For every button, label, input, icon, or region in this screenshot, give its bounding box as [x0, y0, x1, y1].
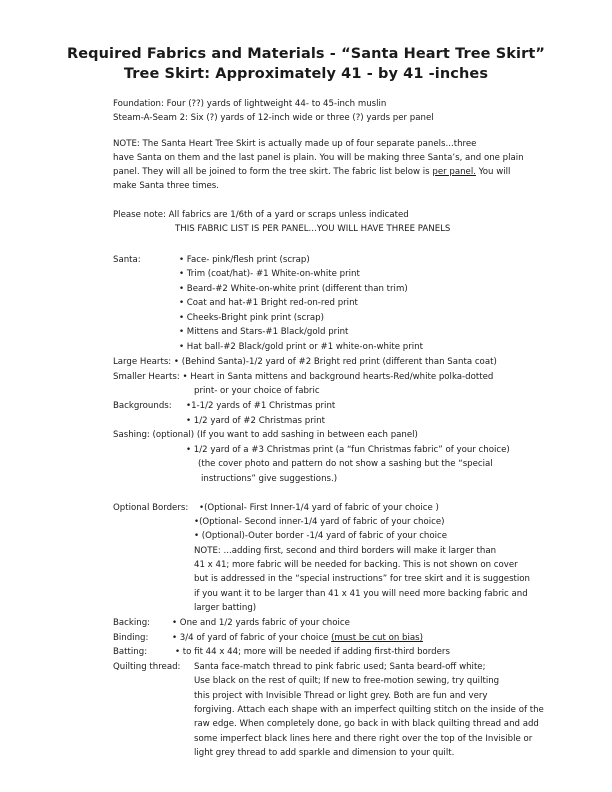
binding-value [172, 632, 423, 644]
binding-label: Binding: [113, 633, 149, 643]
please-note-line: Please note: All fabrics are 1/6th of a yard or scraps unless indicated [113, 210, 409, 220]
note-line: make Santa three times. [113, 181, 219, 191]
borders-item: • (Optional)-Outer border -1/4 yard of fabric of your choice [194, 531, 448, 541]
smaller-hearts-line: print- or your choice of fabric [194, 386, 320, 396]
note-line [113, 166, 510, 178]
per-panel-underlined: per panel. [432, 167, 476, 177]
backing-value: • One and 1/2 yards fabric of your choice [172, 618, 350, 628]
note-text: panel. They will all be joined to form the tree skirt. The fabric list below is [113, 167, 433, 177]
borders-label: Optional Borders: [113, 503, 189, 513]
backgrounds-item: • 1/2 yard of #2 Christmas print [186, 416, 325, 426]
batting-value: • to fit 44 x 44; more will be needed if adding first-third borders [175, 647, 450, 657]
santa-label: Santa: [113, 255, 141, 265]
santa-item: • Coat and hat-#1 Bright red-on-red print [179, 298, 358, 308]
quilting-label: Quilting thread: [113, 662, 181, 672]
quilting-line: light grey thread to add sparkle and dimension to your quilt. [194, 748, 455, 758]
backgrounds-item: •1-1/2 yards of #1 Christmas print [186, 401, 336, 411]
batting-label: Batting: [113, 647, 148, 657]
santa-item: • Cheeks-Bright pink print (scrap) [179, 313, 324, 323]
borders-note-line: NOTE: ...adding first, second and third borders will make it larger than [194, 546, 497, 556]
borders-note-line: larger batting) [194, 603, 257, 613]
quilting-line: this project with Invisible Thread or light grey. Both are fun and very [194, 691, 488, 701]
santa-item: • Hat ball-#2 Black/gold print or #1 white-on-white print [179, 342, 423, 352]
borders-note-line: 41 x 41; more fabric will be needed for backing. This is not shown on cover [194, 560, 518, 570]
note-line: have Santa on them and the last panel is plain. You will be making three Santa’s, and one plain [113, 153, 524, 163]
quilting-line: Use black on the rest of quilt; If new to free-motion sewing, try quilting [194, 676, 500, 686]
large-hearts-line: Large Hearts: • (Behind Santa)-1/2 yard of #2 Bright red print (different than Santa coat) [113, 357, 497, 367]
santa-item: • Beard-#2 White-on-white print (different than trim) [179, 284, 408, 294]
quilting-line: forgiving. Attach each shape with an imperfect quilting stitch on the inside of the [194, 705, 544, 715]
sashing-line: Sashing: (optional) (If you want to add sashing in between each panel) [113, 430, 418, 440]
backing-label: Backing: [113, 618, 151, 628]
borders-item: •(Optional- Second inner-1/4 yard of fabric of your choice) [194, 517, 445, 527]
sashing-line: • 1/2 yard of a #3 Christmas print (a “fun Christmas fabric” of your choice) [186, 445, 510, 455]
page-title: Required Fabrics and Materials - “Santa Heart Tree Skirt” [66, 46, 546, 62]
borders-note-line: if you want it to be larger than 41 x 41 you will need more backing fabric and [194, 589, 528, 599]
quilting-line: some imperfect black lines here and there right over the top of the Invisible or [194, 734, 533, 744]
page-subtitle: Tree Skirt: Approximately 41 - by 41 -inches [123, 66, 489, 82]
bias-underlined: (must be cut on bias) [331, 633, 423, 643]
santa-item: • Mittens and Stars-#1 Black/gold print [179, 327, 349, 337]
santa-item: • Face- pink/flesh print (scrap) [179, 255, 310, 265]
note-text: You will [475, 167, 511, 177]
steam-a-seam-line: Steam-A-Seam 2: Six (?) yards of 12-inch wide or three (?) yards per panel [113, 113, 434, 123]
santa-item: • Trim (coat/hat)- #1 White-on-white print [179, 269, 360, 279]
per-panel-notice: THIS FABRIC LIST IS PER PANEL...YOU WILL HAVE THREE PANELS [175, 224, 451, 234]
sashing-line: (the cover photo and pattern do not show a sashing but the “special [198, 459, 493, 469]
backgrounds-label: Backgrounds: [113, 401, 172, 411]
foundation-line: Foundation: Four (??) yards of lightweight 44- to 45-inch muslin [113, 99, 387, 109]
borders-note-line: but is addressed in the “special instructions” for tree skirt and it is suggestion [194, 574, 531, 584]
quilting-line: Santa face-match thread to pink fabric used; Santa beard-off white; [194, 662, 486, 672]
quilting-line: raw edge. When completely done, go back in with black quilting thread and add [194, 719, 539, 729]
sashing-line: instructions” give suggestions.) [201, 474, 338, 484]
borders-item: •(Optional- First Inner-1/4 yard of fabric of your choice ) [199, 503, 439, 513]
note-line: NOTE: The Santa Heart Tree Skirt is actually made up of four separate panels...three [113, 139, 477, 149]
binding-text: • 3/4 of yard of fabric of your choice [172, 633, 332, 643]
smaller-hearts-line: Smaller Hearts: • Heart in Santa mittens and background hearts-Red/white polka-dotted [113, 372, 494, 382]
